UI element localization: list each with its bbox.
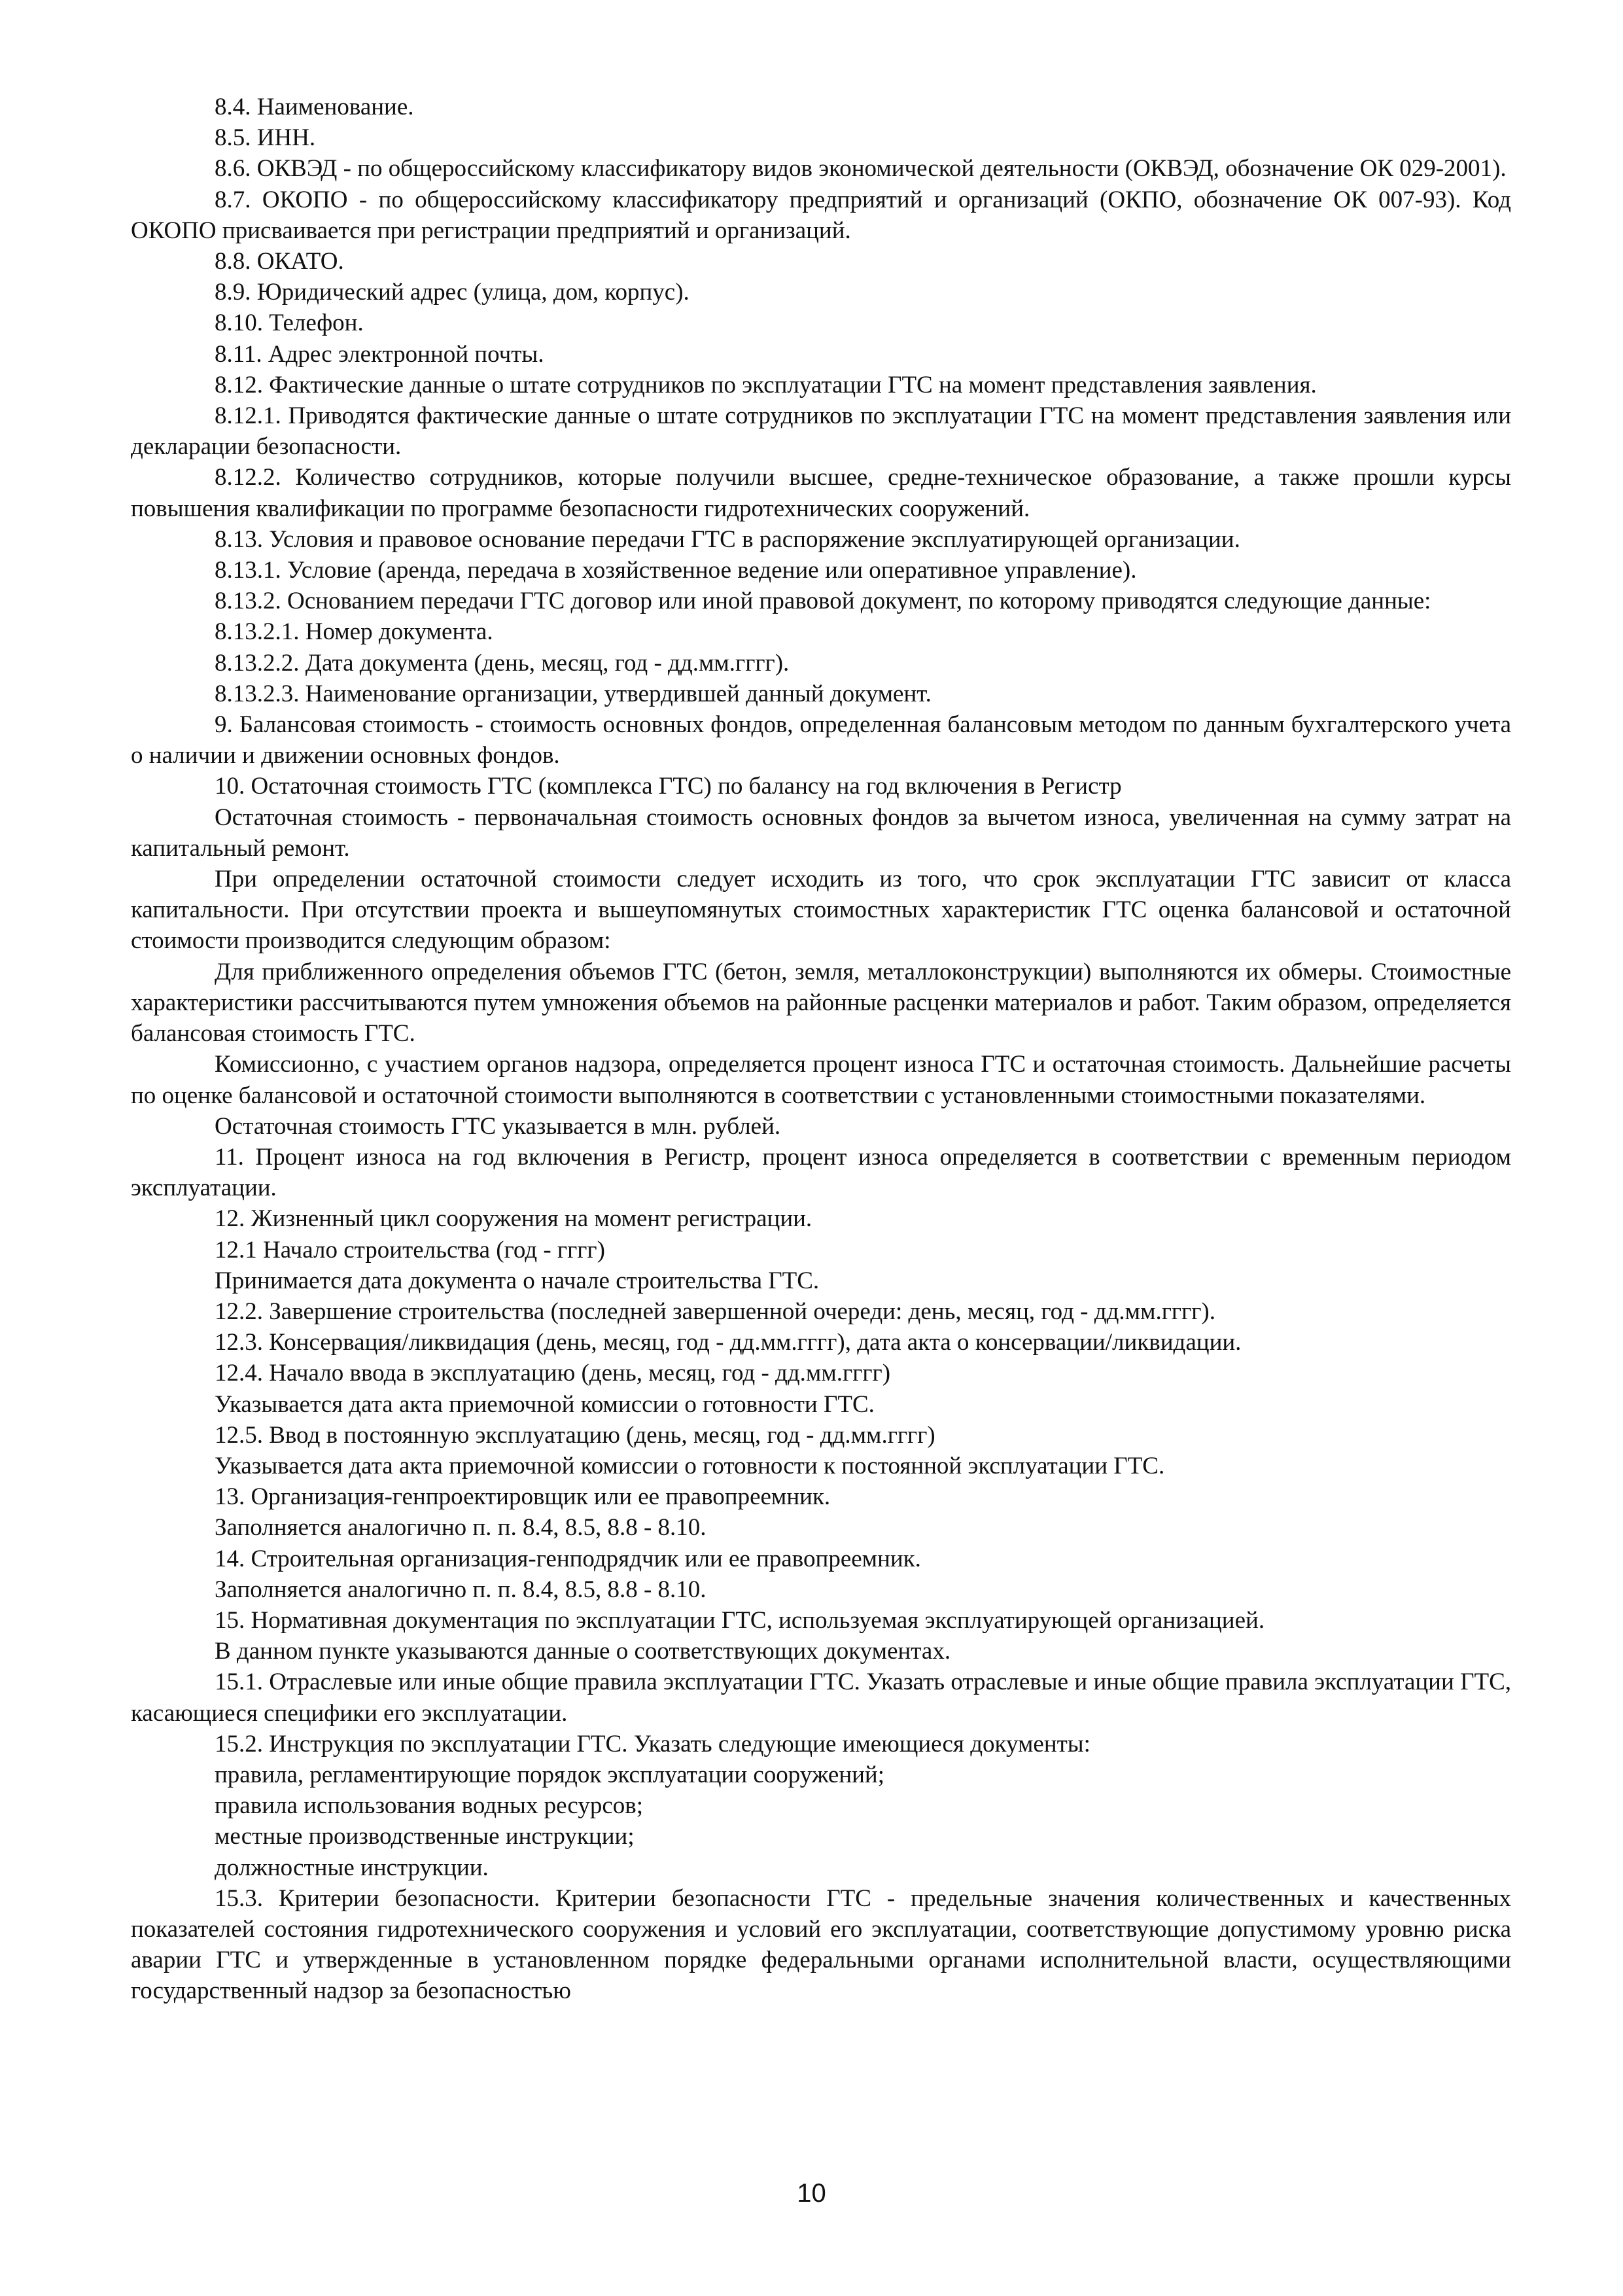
paragraph: 11. Процент износа на год включения в Регистр, процент износа определяется в соответствии с временным периодом эксплуатации. <box>131 1143 1511 1202</box>
paragraph: 12. Жизненный цикл сооружения на момент регистрации. <box>215 1205 812 1233</box>
paragraph: 8.12. Фактические данные о штате сотрудников по эксплуатации ГТС на момент представления заявления. <box>215 371 1317 398</box>
paragraph: Указывается дата акта приемочной комиссии о готовности ГТС. <box>215 1390 875 1418</box>
paragraph: 8.8. ОКАТО. <box>215 248 344 275</box>
paragraph: 8.13.2.1. Номер документа. <box>215 618 493 646</box>
paragraph: 12.1 Начало строительства (год - гггг) <box>215 1236 605 1263</box>
paragraph: местные производственные инструкции; <box>215 1823 635 1850</box>
paragraph: 10. Остаточная стоимость ГТС (комплекса ГТС) по балансу на год включения в Регистр <box>215 773 1122 800</box>
paragraph: 15.3. Критерии безопасности. Критерии безопасности ГТС - предельные значения количественных и качественных показателей состояния гидротехнического сооружения и условий его эксплуатации, соответствующие допустимому уровню риска аварии ГТС и утвержденные в установленном порядке федеральными органами исполнительной власти, осуществляющими государственный надзор за безопасностью <box>131 1884 1511 2005</box>
paragraph: Комиссионно, с участием органов надзора, определяется процент износа ГТС и остаточная стоимость. Дальнейшие расчеты по оценке балансовой и остаточной стоимости выполняются в соответствии с установленными стоимостными показателями. <box>131 1051 1511 1109</box>
paragraph: 8.4. Наименование. <box>215 94 414 120</box>
paragraph: Заполняется аналогично п. п. 8.4, 8.5, 8.8 - 8.10. <box>215 1514 707 1542</box>
paragraph: 14. Строительная организация-генподрядчик или ее правопреемник. <box>215 1545 921 1572</box>
paragraph: 8.13. Условия и правовое основание передачи ГТС в распоряжение эксплуатирующей организации. <box>215 525 1240 553</box>
paragraph: В данном пункте указываются данные о соответствующих документах. <box>215 1638 951 1665</box>
paragraph: 13. Организация-генпроектировщик или ее правопреемник. <box>215 1483 831 1511</box>
paragraph: должностные инструкции. <box>215 1854 489 1881</box>
paragraph: 8.13.2.2. Дата документа (день, месяц, год - дд.мм.гггг). <box>215 649 790 677</box>
page-body <box>131 92 1511 2007</box>
paragraph: Остаточная стоимость - первоначальная стоимость основных фондов за вычетом износа, увеличенная на сумму затрат на капитальный ремонт. <box>131 804 1511 862</box>
paragraph: 8.13.2. Основанием передачи ГТС договор или иной правовой документ, по которому приводятся следующие данные: <box>215 588 1431 615</box>
paragraph: Принимается дата документа о начале строительства ГТС. <box>215 1267 820 1294</box>
paragraph: 8.13.2.3. Наименование организации, утвердившей данный документ. <box>215 680 932 707</box>
paragraph: правила использования водных ресурсов; <box>215 1792 644 1820</box>
page-number: 10 <box>797 2179 826 2208</box>
paragraph: 15.2. Инструкция по эксплуатации ГТС. Указать следующие имеющиеся документы: <box>215 1730 1091 1757</box>
paragraph: 12.5. Ввод в постоянную эксплуатацию (день, месяц, год - дд.мм.гггг) <box>215 1421 935 1449</box>
paragraph: 8.6. ОКВЭД - по общероссийскому классификатору видов экономической деятельности (ОКВЭД, обозначение ОК 029-2001). <box>215 155 1507 183</box>
paragraph: 8.11. Адрес электронной почты. <box>215 340 544 368</box>
paragraph: Для приближенного определения объемов ГТС (бетон, земля, металлоконструкции) выполняются их обмеры. Стоимостные характеристики рассчитываются путем умножения объемов на районные расценки материалов и работ. Таким образом, определяется балансовая стоимость ГТС. <box>131 958 1511 1048</box>
paragraph: 12.2. Завершение строительства (последней завершенной очереди: день, месяц, год - дд.мм.гггг). <box>215 1298 1216 1325</box>
paragraph: 9. Балансовая стоимость - стоимость основных фондов, определенная балансовым методом по данным бухгалтерского учета о наличии и движении основных фондов. <box>131 711 1511 769</box>
paragraph: 15. Нормативная документация по эксплуатации ГТС, используемая эксплуатирующей организацией. <box>215 1606 1265 1634</box>
paragraph: 8.12.2. Количество сотрудников, которые получили высшее, средне-техническое образование, а также прошли курсы повышения квалификации по программе безопасности гидротехнических сооружений. <box>131 464 1511 522</box>
paragraph: 8.5. ИНН. <box>215 124 316 152</box>
paragraph: Остаточная стоимость ГТС указывается в млн. рублей. <box>215 1112 781 1140</box>
paragraph: 15.1. Отраслевые или иные общие правила эксплуатации ГТС. Указать отраслевые и иные общие правила эксплуатации ГТС, касающиеся специфики его эксплуатации. <box>131 1669 1511 1727</box>
paragraph: 8.10. Телефон. <box>215 309 364 337</box>
paragraph: При определении остаточной стоимости следует исходить из того, что срок эксплуатации ГТС зависит от класса капитальности. При отсутствии проекта и вышеупомянутых стоимостных характеристик ГТС оценка балансовой и остаточной стоимости производится следующим образом: <box>131 866 1511 955</box>
paragraph: 8.9. Юридический адрес (улица, дом, корпус). <box>215 279 689 306</box>
paragraph: 12.3. Консервация/ликвидация (день, месяц, год - дд.мм.гггг), дата акта о консервации/ликвидации. <box>215 1329 1242 1356</box>
paragraph: 8.7. ОКОПО - по общероссийскому классификатору предприятий и организаций (ОКПО, обозначение ОК 007-93). Код ОКОПО присваивается при регистрации предприятий и организаций. <box>131 186 1511 244</box>
paragraph: Указывается дата акта приемочной комиссии о готовности к постоянной эксплуатации ГТС. <box>215 1452 1165 1479</box>
paragraph: Заполняется аналогично п. п. 8.4, 8.5, 8.8 - 8.10. <box>215 1576 707 1603</box>
paragraph: правила, регламентирующие порядок эксплуатации сооружений; <box>215 1761 885 1788</box>
paragraph: 8.12.1. Приводятся фактические данные о штате сотрудников по эксплуатации ГТС на момент представления заявления или декларации безопасности. <box>131 402 1511 461</box>
paragraph: 8.13.1. Условие (аренда, передача в хозяйственное ведение или оперативное управление). <box>215 557 1137 584</box>
paragraph: 12.4. Начало ввода в эксплуатацию (день, месяц, год - дд.мм.гггг) <box>215 1360 891 1387</box>
